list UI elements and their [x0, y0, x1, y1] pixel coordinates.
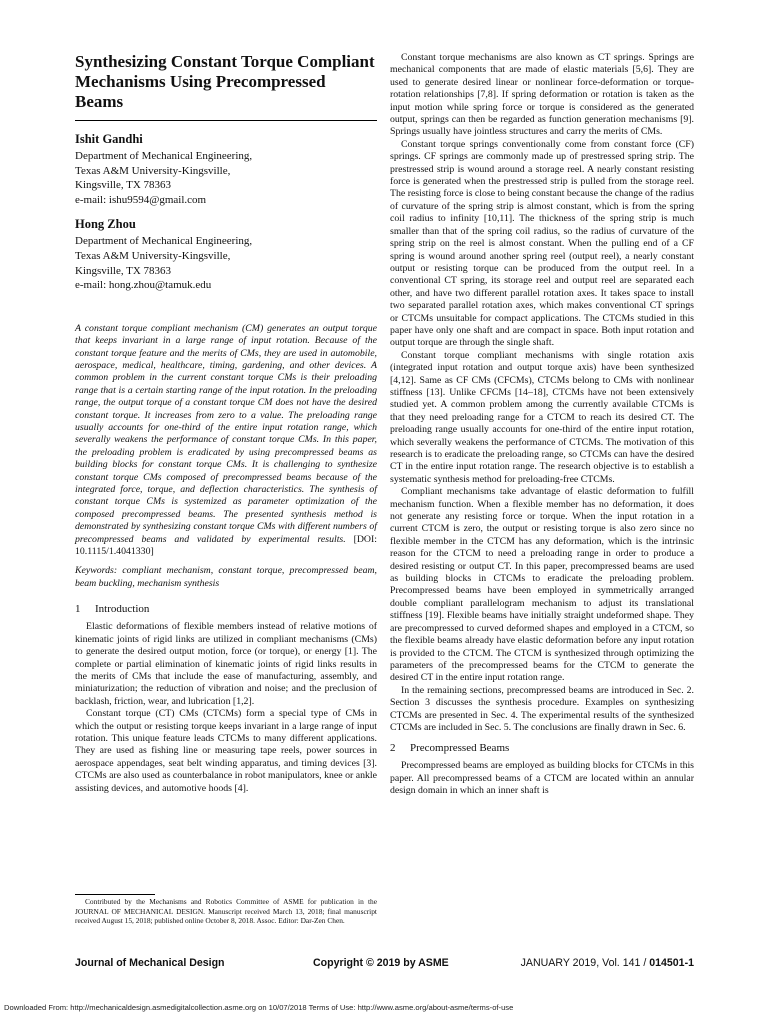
- author-name: Hong Zhou: [75, 217, 136, 232]
- author-affiliation-line: Department of Mechanical Engineering,: [75, 235, 253, 248]
- author-name: Ishit Gandhi: [75, 132, 143, 146]
- author-affiliation-line: Texas A&M University-Kingsville,: [75, 164, 231, 177]
- author-email: e-mail: ishu9594@gmail.com: [75, 193, 207, 206]
- section-heading-introduction: [75, 603, 377, 615]
- body-paragraph: Constant torque springs conventionally come from constant force (CF) springs. CF springs are commonly made up of prestressed spring strip. The prestressed strip is wound around a storage reel. A nearly constant resisting force is generated when the prestressed strip is pulled from the storage reel. The resisting force is close to being constant because the change of the radius of curvature of the spring strip is almost constant, which is from the spring coil radius to infinity [10,11]. The thickness of the spring strip is much smaller than that of the spring coil radius, so the radius of curvature of the spring strip on the reel is almost constant. When the pulling end of a CF spring is wound around another spring reel (output reel), a nearly constant output or resisting torque can be produced from the output reel. In a conventional CT spring, its storage reel and output reel are separated each other, and have two different parallel rotation axes. It takes space to install two separated parallel rotation axes, which makes conventional CT springs or CTCMs unsuitable for compact applications. The CTCMs studied in this paper have only one shaft and are compact in space. Both input rotation and output torque are through the single shaft.: [390, 138, 694, 349]
- author-email: e-mail: hong.zhou@tamuk.edu: [75, 279, 212, 292]
- keywords: Keywords: compliant mechanism, constant torque, precompressed beam, beam buckling, mechanism synthesis: [75, 565, 377, 589]
- paper-title: Synthesizing Constant Torque Compliant Mechanisms Using Precompressed Beams: [75, 52, 375, 111]
- body-paragraph: Constant torque (CT) CMs (CTCMs) form a special type of CMs in which the output or resisting torque keeps invariant in a large range of input rotation. This unique feature leads CTCMs to many different applications. They are used as fishing line or measuring tape reels, power sources in aerospace appendages, seat belt winding apparatus, and timing devices [3]. CTCMs are also used as counterbalance in robot manipulators, knee or ankle assisting devices, and automotive hoods [4].: [75, 708, 377, 794]
- body-paragraph: Constant torque mechanisms are also known as CT springs. Springs are mechanical components that are made of elastic materials [5,6]. They are used to generate desired linear or nonlinear force-deformation or torque-rotation relationships [7,8]. If spring deformation or rotation is taken as the input motion while spring force or torque is considered as the generated output, springs can then be regarded as function generation mechanisms [9]. Springs usually have jointless structures and carry the merits of CMs.: [390, 52, 694, 138]
- journal-name: Journal of Mechanical Design: [75, 957, 225, 969]
- footnote: Contributed by the Mechanisms and Robotics Committee of ASME for publication in the JOURNAL OF MECHANICAL DESIGN. Manuscript received March 13, 2018; final manuscript received August 15, 2018; published online October 8, 2018. Assoc. Editor: Dar-Zen Chen.: [75, 897, 377, 926]
- author-affiliation-line: Department of Mechanical Engineering,: [75, 150, 253, 162]
- copyright-notice: Copyright © 2019 by ASME: [313, 957, 449, 969]
- author-affiliation-line: Kingsville, TX 78363: [75, 179, 172, 192]
- download-notice: Downloaded From: http://mechanicaldesign.asmedigitalcollection.asme.org on 10/07/2018 Terms of Use: http://www.asme.org/about-asme/terms-of-use: [4, 1003, 514, 1012]
- author-affiliation-line: Texas A&M University-Kingsville,: [75, 249, 231, 262]
- body-paragraph: In the remaining sections, precompressed beams are introduced in Sec. 2. Section 3 discusses the synthesis procedure. Examples on synthesizing CTCMs are presented in Sec. 4. The experimental results of the synthesized CTCMs are included in Sec. 5. The conclusions are finally drawn in Sec. 6.: [390, 684, 694, 733]
- section-number: 2: [390, 742, 396, 755]
- author-block-2: [75, 217, 377, 292]
- abstract: [75, 323, 377, 559]
- abstract-text: A constant torque compliant mechanism (CM) generates an output torque that keeps invariant in a large range of input rotation. Because of the constant torque feature and the merits of CMs, they are used in automobile, aerospace, medical, healthcare, timing, gardening, and other devices. A common problem in the current constant torque CMs is their preloading range that is a certain starting range of the input rotation. In the preloading range, the output torque of a constant torque CM does not have the desired constant torque. It increases from zero to a value. The preloading range usually accounts for one-third of the entire input rotation range, which severally weakens the performance of constant torque CMs. In this paper, the preloading problem is eradicated by using precompressed beams as building blocks for constant torque CMs. It is challenging to synthesize constant torque CMs composed of precompressed beams because of the integrated force, torque, and deflection characteristics. The synthesis of constant torque CMs is systemized as parameter optimization of the composed precompressed beams. The presented synthesis method is demonstrated by synthesizing constant torque CMs with different numbers of precompressed beams and validated by experimental results.: [75, 322, 377, 545]
- article-number: 014501-1: [649, 957, 694, 969]
- issue-info: [521, 957, 694, 969]
- body-paragraph: Compliant mechanisms take advantage of elastic deformation to fulfill mechanism function. When a flexible member has no deformation, it does not generate any resisting force or torque. When the input rotation in a current CTCM is zero, the output or resisting torque is also zero since no flexible member in the CTCM has any deformation, which is the intrinsic reason for the CTCM to need a preloading range in order to produce a desired resisting or output CT. In this paper, precompressed beams are used as building blocks in CTCMs to eradicate the preloading problem. Precompressed beams have been employed in symmetrically arranged double compliant parallelogram mechanism to adjust its translational stiffness [19]. Flexible beams have initially straight undeformed shape. They are precompressed to curved deformed shapes and employed in a CTCM, so the flexible beams already have elastic deformation before any input rotation is provided to the CTCM. The CTCM is synthesized through optimizing the parameters of the precompressed beams for the CTCM to generate the desired CT in the entire input rotation range.: [390, 486, 694, 684]
- footnote-divider: [75, 894, 155, 895]
- body-paragraph: Precompressed beams are employed as building blocks for CTCMs in this paper. All precompressed beams of a CTCM are located within an annular design domain in which an inner shaft is: [390, 760, 694, 797]
- section-number: 1: [75, 603, 81, 616]
- issue-date-volume: JANUARY 2019, Vol. 141 /: [520, 957, 647, 969]
- right-column: [390, 52, 694, 798]
- body-paragraph: Elastic deformations of flexible members instead of relative motions of kinematic joints of rigid links are utilized in compliant mechanisms (CMs) to generate the desired output motion, force (or torque), or energy [1]. The complete or partial elimination of kinematic joints of rigid links results in the merits of CMs that include the ease of manufacturing, assembly, and miniaturization; the reduction of vibration and noise; and the preclusion of backlash, friction, wear, and lubrication [1,2].: [75, 621, 377, 707]
- section-title: Introduction: [95, 603, 150, 616]
- doi-reference: [DOI: 10.1115/1.4041330]: [75, 533, 377, 558]
- author-block-1: [75, 132, 377, 207]
- title-divider: [75, 120, 377, 121]
- body-paragraph: Constant torque compliant mechanisms with single rotation axis (integrated input rotation and output torque axis) have been synthesized [4,12]. Same as CF CMs (CFCMs), CTCMs belong to CMs with nonlinear stiffness [13]. Unlike CFCMs [14–18], CTCMs have not been extensively studied yet. A common problem among the currently available CTCMs is that they need preloading range for a CTCM to reach its desired CT. The preloading range usually accounts for one-third of the entire input rotation, which severally weakens the performance of CTCMs. The motivation of this research is to eradicate the preloading range, so CTCMs can have the desired CT in the entire input rotation range. The research objective is to establish a systematic synthesis method for preloading-free CTCMs.: [390, 349, 694, 485]
- left-column: [75, 52, 377, 795]
- author-affiliation-line: Kingsville, TX 78363: [75, 264, 172, 277]
- section-title: Precompressed Beams: [410, 742, 510, 755]
- section-heading-precompressed-beams: [390, 742, 694, 754]
